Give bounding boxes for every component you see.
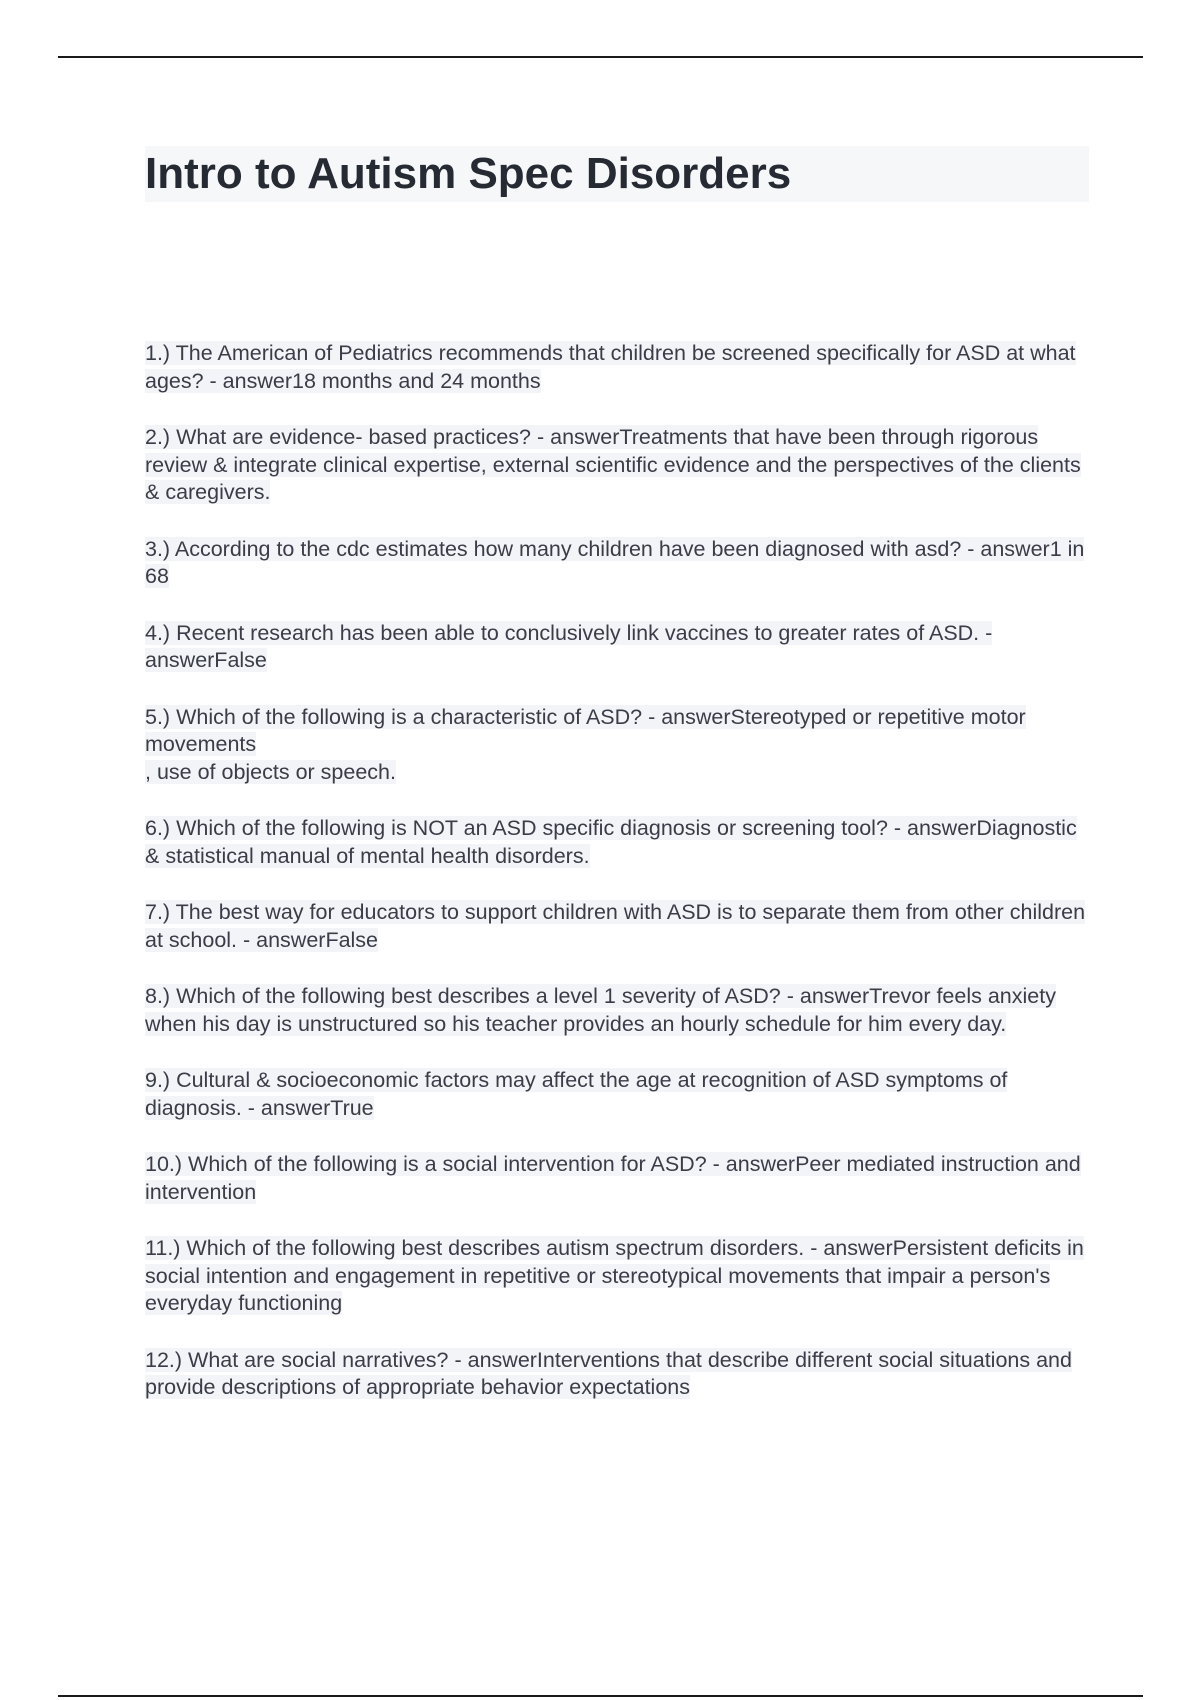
question-text: 1.) The American of Pediatrics recommends that children be screened specifically for ASD at what ages? - answer18 months and 24 months [145, 341, 1076, 393]
question-text: 11.) Which of the following best describes autism spectrum disorders. - answerPersistent deficits in social intention and engagement in repetitive or stereotypical movements that impair a person's everyday functioning [145, 1236, 1084, 1315]
question-item-5 [145, 704, 1095, 787]
question-text: 10.) Which of the following is a social intervention for ASD? - answerPeer mediated instruction and intervention [145, 1152, 1081, 1204]
question-item-3 [145, 536, 1095, 591]
bottom-rule [58, 1695, 1143, 1697]
question-item-7 [145, 899, 1095, 954]
question-text: 4.) Recent research has been able to conclusively link vaccines to greater rates of ASD. - answerFalse [145, 620, 993, 672]
question-text: 6.) Which of the following is NOT an ASD specific diagnosis or screening tool? - answerDiagnostic & statistical manual of mental health disorders. [145, 816, 1077, 868]
question-text-continued: , use of objects or speech. [145, 759, 396, 784]
question-item-11 [145, 1235, 1095, 1318]
question-text: 9.) Cultural & socioeconomic factors may affect the age at recognition of ASD symptoms of diagnosis. - answerTrue [145, 1068, 1008, 1120]
question-text: 7.) The best way for educators to support children with ASD is to separate them from other children at school. - answerFalse [145, 900, 1086, 952]
top-rule [58, 56, 1143, 58]
question-text: 3.) According to the cdc estimates how many children have been diagnosed with asd? - answer1 in 68 [145, 536, 1085, 588]
question-item-12 [145, 1347, 1095, 1402]
question-item-8 [145, 983, 1095, 1038]
question-item-1 [145, 340, 1095, 395]
question-text: 12.) What are social narratives? - answerInterventions that describe different social situations and provide descriptions of appropriate behavior expectations [145, 1347, 1072, 1399]
question-item-6 [145, 815, 1095, 870]
question-item-4 [145, 620, 1095, 675]
question-list [145, 340, 1095, 1431]
question-text: 8.) Which of the following best describes a level 1 severity of ASD? - answerTrevor feels anxiety when his day is unstructured so his teacher provides an hourly schedule for him every day. [145, 984, 1056, 1036]
question-item-10 [145, 1151, 1095, 1206]
question-text: 2.) What are evidence- based practices? - answerTreatments that have been through rigorous review & integrate clinical expertise, external scientific evidence and the perspectives of the clients & caregivers. [145, 425, 1081, 504]
question-item-9 [145, 1067, 1095, 1122]
question-text: 5.) Which of the following is a characteristic of ASD? - answerStereotyped or repetitive motor movements [145, 704, 1026, 756]
question-item-2 [145, 424, 1095, 507]
document-title: Intro to Autism Spec Disorders [145, 146, 1089, 202]
